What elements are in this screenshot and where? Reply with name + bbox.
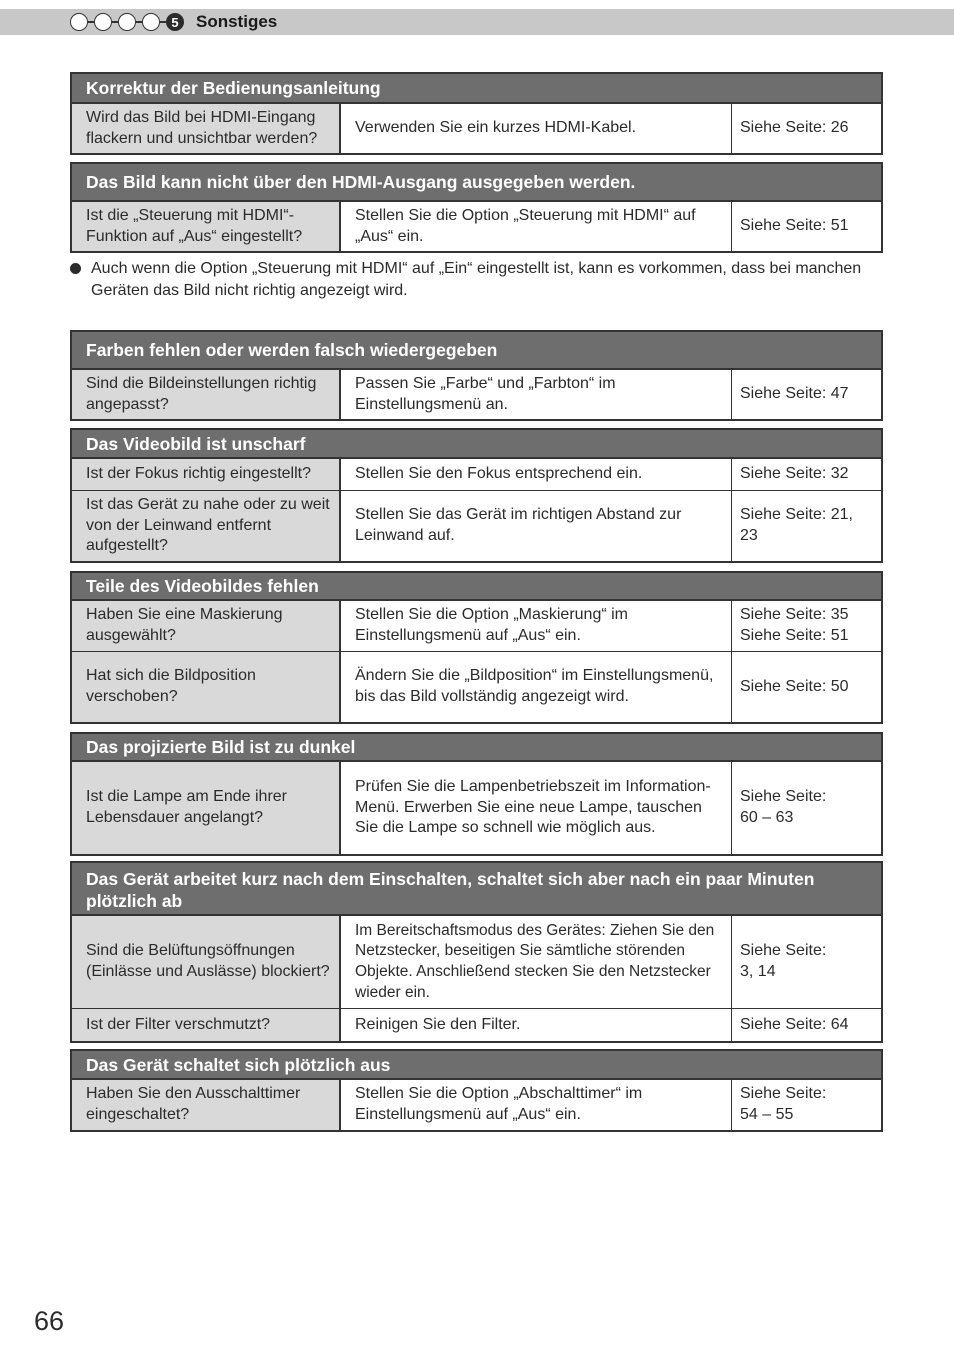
troubleshooting-table [70, 428, 883, 563]
question-cell: Sind die Bildeinstellungen richtig angepasst? [72, 370, 341, 419]
table-row [72, 202, 881, 251]
note-text: Auch wenn die Option „Steuerung mit HDMI“ auf „Ein“ eingestellt ist, kann es vorkommen, dass bei manchen Geräten das Bild nicht richtig angezeigt wird. [91, 260, 862, 299]
table-title: Farben fehlen oder werden falsch wiedergegeben [72, 332, 881, 370]
table-title: Teile des Videobildes fehlen [72, 573, 881, 601]
table-row [72, 370, 881, 419]
reference-cell: Siehe Seite: 47 [740, 385, 849, 403]
question-cell: Ist der Fokus richtig eingestellt? [72, 459, 341, 490]
table-title: Das Gerät arbeitet kurz nach dem Einschalten, schaltet sich aber nach ein paar Minuten plötzlich ab [72, 863, 881, 916]
active-step-icon: 5 [166, 13, 184, 31]
solution-cell: Stellen Sie die Option „Steuerung mit HDMI“ auf „Aus“ ein. [341, 202, 732, 251]
troubleshooting-table [70, 732, 883, 856]
question-cell: Sind die Belüftungsöffnungen (Einlässe und Auslässe) blockiert? [72, 916, 341, 1008]
troubleshooting-table [70, 330, 883, 421]
step-circle-icon [70, 13, 88, 31]
table-row [72, 459, 881, 490]
solution-cell: Prüfen Sie die Lampenbetriebszeit im Information-Menü. Erwerben Sie eine neue Lampe, tauschen Sie die Lampe so schnell wie möglich aus. [341, 762, 732, 854]
table-row [72, 601, 881, 651]
note [70, 258, 870, 301]
question-cell: Ist das Gerät zu nahe oder zu weit von der Leinwand entfernt aufgestellt? [72, 491, 341, 561]
question-cell: Wird das Bild bei HDMI-Eingang flackern und unsichtbar werden? [72, 104, 341, 153]
question-cell: Ist die Lampe am Ende ihrer Lebensdauer angelangt? [72, 762, 341, 854]
troubleshooting-table [70, 861, 883, 1043]
reference-cell: Siehe Seite: 35 Siehe Seite: 51 [740, 606, 849, 644]
step-circle-icon [142, 13, 160, 31]
solution-cell: Stellen Sie das Gerät im richtigen Abstand zur Leinwand auf. [341, 491, 732, 561]
solution-cell: Verwenden Sie ein kurzes HDMI-Kabel. [341, 104, 732, 153]
reference-cell: Siehe Seite: 64 [740, 1015, 849, 1033]
question-cell: Hat sich die Bildposition verschoben? [72, 652, 341, 722]
question-cell: Haben Sie den Ausschalttimer eingeschaltet? [72, 1080, 341, 1130]
solution-cell: Ändern Sie die „Bildposition“ im Einstellungsmenü, bis das Bild vollständig angezeigt wird. [341, 652, 732, 722]
troubleshooting-table [70, 571, 883, 724]
solution-cell: Reinigen Sie den Filter. [341, 1009, 732, 1041]
question-cell: Haben Sie eine Maskierung ausgewählt? [72, 601, 341, 651]
table-title: Korrektur der Bedienungsanleitung [72, 74, 881, 104]
reference-cell: Siehe Seite: 21, 23 [740, 506, 853, 544]
table-title: Das projizierte Bild ist zu dunkel [72, 734, 881, 762]
solution-cell: Passen Sie „Farbe“ und „Farbton“ im Einstellungsmenü an. [341, 370, 732, 419]
reference-cell: Siehe Seite: 51 [740, 217, 849, 235]
solution-cell: Stellen Sie die Option „Maskierung“ im Einstellungsmenü auf „Aus“ ein. [341, 601, 732, 651]
section-header-bar [0, 9, 954, 35]
table-row [72, 490, 881, 561]
section-title: Sonstiges [196, 12, 278, 31]
table-row [72, 1080, 881, 1130]
table-title: Das Gerät schaltet sich plötzlich aus [72, 1051, 881, 1080]
table-row [72, 1008, 881, 1041]
reference-cell: Siehe Seite: 3, 14 [740, 942, 827, 980]
table-row [72, 104, 881, 153]
reference-cell: Siehe Seite: 60 – 63 [740, 788, 827, 826]
table-title: Das Videobild ist unscharf [72, 430, 881, 459]
reference-cell: Siehe Seite: 26 [740, 119, 849, 137]
solution-cell: Im Bereitschaftsmodus des Gerätes: Ziehen Sie den Netzstecker, beseitigen Sie sämtliche störenden Objekte. Anschließend stecken Sie den Netzstecker wieder ein. [341, 916, 732, 1008]
reference-cell: Siehe Seite: 50 [740, 677, 849, 695]
solution-cell: Stellen Sie den Fokus entsprechend ein. [341, 459, 732, 490]
page-number: 66 [34, 1306, 65, 1336]
reference-cell: Siehe Seite: 54 – 55 [740, 1085, 827, 1123]
table-row [72, 762, 881, 854]
table-row [72, 651, 881, 722]
chapter-steps [70, 13, 184, 31]
bullet-icon [70, 263, 81, 274]
step-circle-icon [118, 13, 136, 31]
troubleshooting-table [70, 72, 883, 155]
table-row [72, 916, 881, 1008]
question-cell: Ist der Filter verschmutzt? [72, 1009, 341, 1041]
question-cell: Ist die „Steuerung mit HDMI“-Funktion auf „Aus“ eingestellt? [72, 202, 341, 251]
reference-cell: Siehe Seite: 32 [740, 465, 849, 483]
table-title: Das Bild kann nicht über den HDMI-Ausgang ausgegeben werden. [72, 164, 881, 202]
troubleshooting-table [70, 162, 883, 253]
step-circle-icon [94, 13, 112, 31]
solution-cell: Stellen Sie die Option „Abschalttimer“ im Einstellungsmenü auf „Aus“ ein. [341, 1080, 732, 1130]
troubleshooting-table [70, 1049, 883, 1132]
